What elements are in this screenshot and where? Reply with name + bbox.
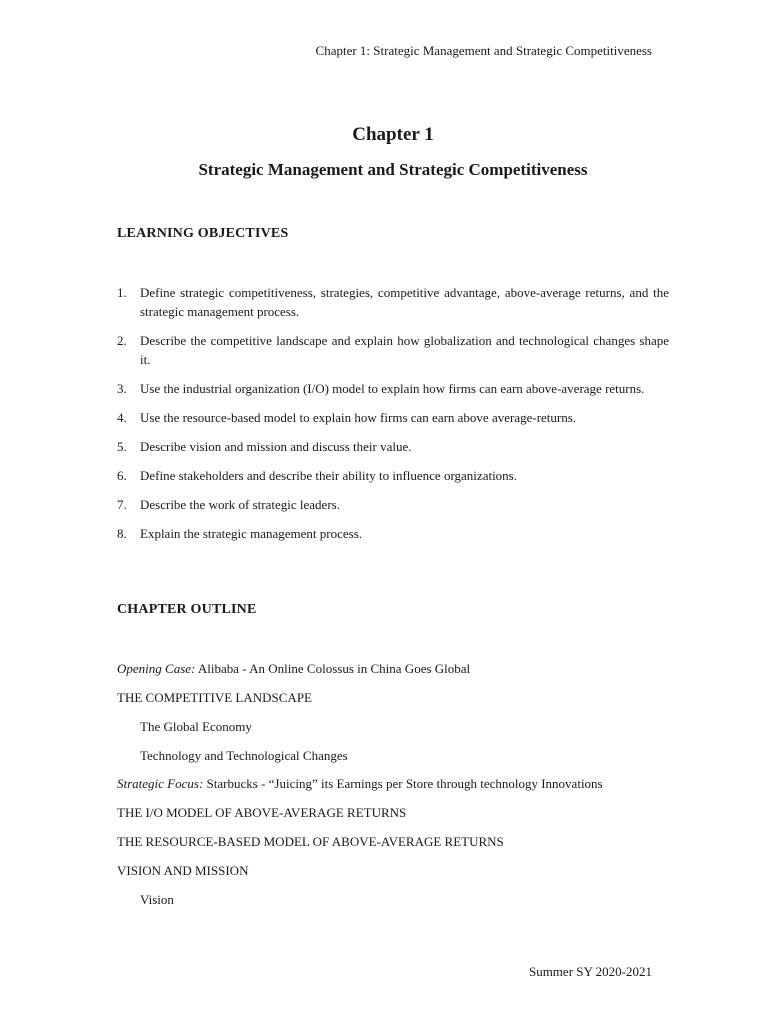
objective-number: 5.	[117, 439, 127, 454]
objective-number: 7.	[117, 497, 127, 512]
chapter-outline-heading: CHAPTER OUTLINE	[117, 602, 257, 617]
strategic-focus-label: Strategic Focus:	[117, 776, 204, 791]
objective-number: 3.	[117, 381, 127, 396]
running-header: Chapter 1: Strategic Management and Strategic Competitiveness	[315, 43, 652, 58]
objective-number: 6.	[117, 468, 127, 483]
outline-competitive-landscape: THE COMPETITIVE LANDSCAPE	[117, 690, 312, 705]
objective-item	[117, 524, 669, 543]
objective-item	[117, 437, 669, 456]
objective-item	[117, 408, 669, 427]
outline-global-economy: The Global Economy	[140, 719, 252, 734]
objective-item	[117, 379, 669, 398]
outline-vision: Vision	[140, 892, 174, 907]
outline-technology-changes: Technology and Technological Changes	[140, 748, 348, 763]
chapter-title: Strategic Management and Strategic Competitiveness	[198, 160, 588, 179]
objective-text: Use the industrial organization (I/O) model to explain how firms can earn above-average returns.	[140, 381, 645, 396]
learning-objectives-heading: LEARNING OBJECTIVES	[117, 226, 289, 241]
strategic-focus-text: Starbucks - “Juicing” its Earnings per Store through technology Innovations	[203, 776, 603, 791]
objective-number: 2.	[117, 333, 127, 348]
chapter-outline-list	[117, 659, 669, 919]
objective-item	[117, 283, 669, 321]
outline-vision-mission: VISION AND MISSION	[117, 863, 249, 878]
objective-text: Describe the competitive landscape and explain how globalization and technological changes shape it.	[140, 333, 669, 367]
objective-text: Describe vision and mission and discuss their value.	[140, 439, 412, 454]
objective-item	[117, 466, 669, 485]
objective-text: Define stakeholders and describe their ability to influence organizations.	[140, 468, 517, 483]
objective-number: 1.	[117, 285, 127, 300]
objective-text: Define strategic competitiveness, strategies, competitive advantage, above-average returns, and the strategic management process.	[140, 285, 669, 319]
opening-case-text: Alibaba - An Online Colossus in China Goes Global	[195, 661, 471, 676]
outline-io-model: THE I/O MODEL OF ABOVE-AVERAGE RETURNS	[117, 805, 407, 820]
objective-number: 4.	[117, 410, 127, 425]
opening-case-label: Opening Case:	[117, 661, 196, 676]
objective-number: 8.	[117, 526, 127, 541]
objective-text: Describe the work of strategic leaders.	[140, 497, 340, 512]
outline-strategic-focus	[117, 774, 669, 794]
objective-text: Use the resource-based model to explain how firms can earn above average-returns.	[140, 410, 577, 425]
chapter-number-heading: Chapter 1	[352, 124, 434, 145]
outline-resource-model: THE RESOURCE-BASED MODEL OF ABOVE-AVERAGE RETURNS	[117, 834, 504, 849]
running-footer: Summer SY 2020-2021	[528, 964, 652, 979]
objective-item	[117, 331, 669, 369]
objective-text: Explain the strategic management process.	[140, 526, 363, 541]
outline-opening-case	[117, 659, 669, 679]
learning-objectives-list	[117, 283, 669, 553]
objective-item	[117, 495, 669, 514]
